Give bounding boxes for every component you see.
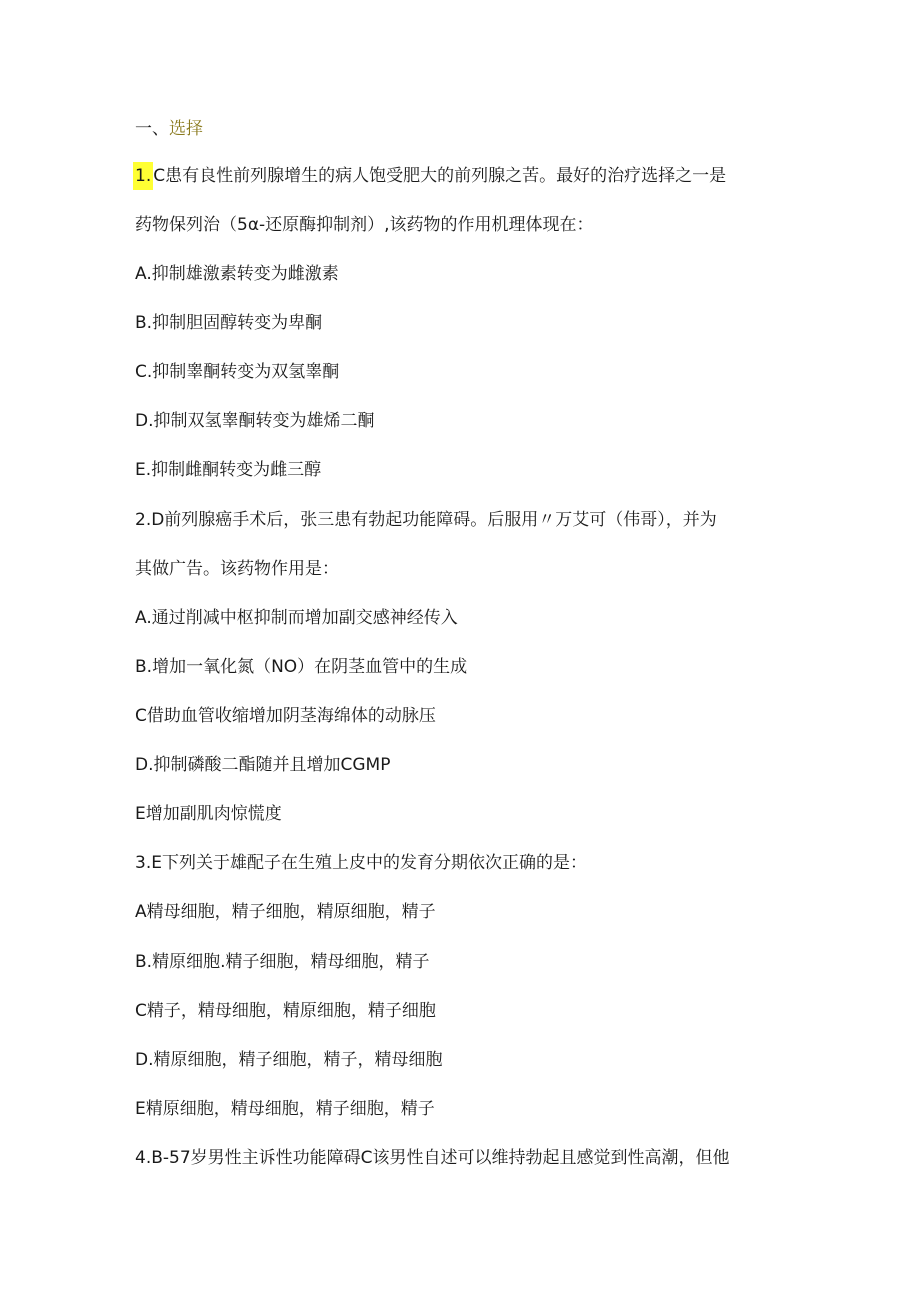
section-title: 选择 bbox=[169, 119, 203, 139]
question-2-line-2: 其做广告。该药物作用是： bbox=[135, 559, 339, 579]
question-1-line-2: 药物保列治（5α-还原酶抑制剂）,该药物的作用机理体现在： bbox=[135, 215, 594, 235]
question-1-option-b: B.抑制胆固醇转变为卑酮 bbox=[135, 313, 323, 333]
question-2-option-c: C借助血管收缩增加阴茎海绵体的动脉压 bbox=[135, 706, 436, 726]
question-1-option-e: E.抑制雌酮转变为雌三醇 bbox=[135, 460, 322, 480]
question-1-option-c: C.抑制睾酮转变为双氢睾酮 bbox=[135, 362, 340, 382]
question-3-option-d: D.精原细胞，精子细胞，精子，精母细胞 bbox=[135, 1050, 443, 1070]
question-1-option-a: A.抑制雄激素转变为雌激素 bbox=[135, 264, 339, 284]
question-3-option-b: B.精原细胞.精子细胞，精母细胞，精子 bbox=[135, 952, 430, 972]
question-2-option-a: A.通过削减中枢抑制而增加副交感神经传入 bbox=[135, 608, 458, 628]
question-1-line-1 bbox=[135, 164, 726, 188]
question-2-option-e: E增加副肌肉惊慌度 bbox=[135, 804, 282, 824]
question-1-option-d: D.抑制双氢睾酮转变为雄烯二酮 bbox=[135, 411, 375, 431]
section-heading bbox=[135, 117, 203, 141]
question-1-answer: C bbox=[153, 166, 166, 186]
question-3-option-a: A精母细胞，精子细胞，精原细胞，精子 bbox=[135, 902, 436, 922]
highlighted-question-number: 1. bbox=[133, 162, 153, 190]
section-prefix: 一、 bbox=[135, 119, 169, 139]
question-2-option-b: B.增加一氧化氮（NO）在阴茎血管中的生成 bbox=[135, 657, 468, 677]
question-2-line-1: 2.D前列腺癌手术后，张三患有勃起功能障碍。后服用〃万艾可（伟哥），并为 bbox=[135, 510, 717, 530]
question-3-option-c: C精子，精母细胞，精原细胞，精子细胞 bbox=[135, 1001, 436, 1021]
question-4-line-1: 4.B-57岁男性主诉性功能障碍C该男性自述可以维持勃起且感觉到性高潮，但他 bbox=[135, 1148, 730, 1168]
question-3-option-e: E精原细胞，精母细胞，精子细胞，精子 bbox=[135, 1099, 435, 1119]
question-3-line-1: 3.E下列关于雄配子在生殖上皮中的发育分期依次正确的是： bbox=[135, 853, 587, 873]
question-2-option-d: D.抑制磷酸二酯随并且增加CGMP bbox=[135, 755, 391, 775]
question-1-stem: 患有良性前列腺增生的病人饱受肥大的前列腺之苦。最好的治疗选择之一是 bbox=[165, 166, 727, 186]
